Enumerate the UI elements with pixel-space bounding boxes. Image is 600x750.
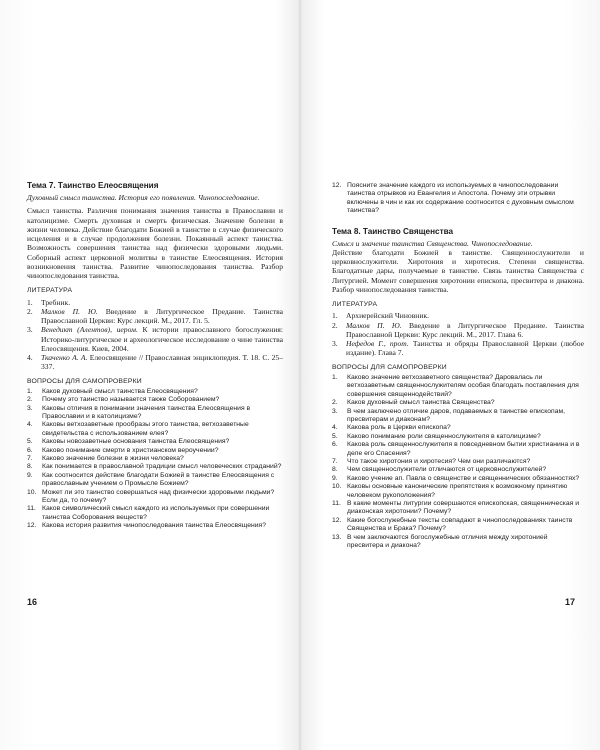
question-item: 3. В чем заключено отличие даров, подаваемых в таинстве епископам, пресвитерам и диаконам? — [332, 407, 566, 423]
literature-list — [332, 311, 584, 357]
topic-body: Смысл таинства. Различия понимания значения таинства в Православии и католицизме. Смерть духовная и смерть физическая. Значение болезни в жизни человека. Действие благодати Божией в таинстве в случае физического исцеления и в случае продолжения болезни. Покаянный аспект таинства. Возможность совершения таинства над физически здоровыми людьми. Соборный аспект церковной молитвы в таинстве Елеосвящения. История возникновения таинства. Развитие чинопоследования таинства. Разбор чинопоследования таинства. — [27, 206, 283, 280]
question-item: 12. Поясните значение каждого из используемых в чинопоследовании таинства отрывков из Евангелия и Апостола. Почему эти отрывки включены в чин и как их содержание соотносится с духовным смыслом таинства? — [332, 182, 574, 215]
question-item: 4. Какова роль в Церкви епископа? — [332, 424, 451, 432]
right-column — [332, 182, 584, 555]
questions-title: ВОПРОСЫ ДЛЯ САМОПРОВЕРКИ — [332, 363, 447, 371]
questions-list — [27, 388, 283, 531]
question-item: 2. Каков духовный смысл таинства Священства? — [332, 399, 495, 407]
question-item: 7. Что такое хиротония и хиротесия? Чем они различаются? — [332, 457, 531, 465]
literature-item: 3. Венедикт (Алентов), иером. К истории православного богослужения: Историко-литургическое и археологическое исследование о чине таинства Елеосвящения. Киев, 2004. — [27, 325, 283, 353]
left-column — [27, 181, 283, 536]
question-item: 5. Каково понимание роли священнослужителя в католицизме? — [332, 432, 541, 440]
topic-heading: Тема 8. Таинство Священства — [332, 226, 454, 236]
question-item: 4. Каковы ветхозаветные прообразы этого таинства, ветхозаветные свидетельства с использованием елея? — [27, 421, 249, 437]
question-item: 9. Как соотносится действие благодати Божией в таинстве Елеосвящения с православным учением о Промысле Божием? — [27, 471, 275, 488]
carry-over-question — [332, 182, 584, 216]
literature-item: 1. Архиерейский Чиновник. — [332, 311, 429, 321]
literature-title: ЛИТЕРАТУРА — [27, 287, 73, 295]
question-item: 1. Каково значение ветхозаветного священства? Даровалась ли ветхозаветным священнослужителям особая благодать поставления для совершения священнодействий? — [332, 373, 579, 398]
question-item: 12. Какие богослужебные тексты совпадают в чинопоследованиях таинств Священства и Брака? Почему? — [332, 516, 573, 533]
page-number: 17 — [565, 597, 576, 607]
literature-item: 2. Малков П. Ю. Введение в Литургическое Предание. Таинства Православной Церкви: Курс лекций. М., 2017. Гл. 5. — [27, 306, 283, 325]
topic-body: Действие благодати Божией в таинстве. Священнослужители и церковнослужители. Хиротония и хиротесия. Степени священства. Благодатные дары, получаемые в таинстве. Связь таинства Священства с Литургией. Момент совершения хиротонии епископа, пресвитера и диакона. Разбор чинопоследования таинства. — [332, 247, 584, 294]
question-item: 7. Каково значение болезни в жизни человека? — [27, 455, 184, 462]
literature-item: 1. Требник. — [27, 297, 71, 307]
question-item: 9. Каково учение ап. Павла о священстве и священнических обязанностях? — [332, 474, 580, 482]
question-item: 10. Каковы основные канонические препятствия к возможному принятию человеком рукоположения? — [332, 483, 568, 499]
right-page — [300, 0, 600, 750]
literature-item: 2. Малков П. Ю. Введение в Литургическое Предание. Таинства Православной Церкви: Курс лекций. М., 2017. Глава 6. — [332, 320, 584, 339]
question-item: 6. Каково понимание смерти в христианском вероучении? — [27, 446, 219, 454]
questions-list — [332, 374, 584, 551]
question-item: 12. Какова история развития чинопоследования таинства Елеосвящения? — [27, 522, 266, 530]
literature-title: ЛИТЕРАТУРА — [332, 301, 378, 309]
topic-subtitle: Смысл и значение таинства Священства. Чинопоследование. — [332, 238, 533, 248]
question-item: 1. Каков духовный смысл таинства Елеосвящения? — [27, 387, 198, 395]
literature-item: 4. Ткаченко А. А. Елеосвящение // Православная энциклопедия. Т. 18. С. 25–337. — [27, 353, 283, 372]
question-item: 8. Чем священнослужители отличаются от церковнослужителей? — [332, 466, 547, 474]
question-item: 8. Как понимается в православной традиции смысл человеческих страданий? — [27, 463, 282, 471]
question-item: 5. Каковы новозаветные основания таинства Елеосвящения? — [27, 438, 230, 446]
question-item: 2. Почему это таинство называется также Соборованием? — [27, 396, 220, 404]
questions-title: ВОПРОСЫ ДЛЯ САМОПРОВЕРКИ — [27, 377, 142, 385]
literature-item: 3. Нефедов Г., прот. Таинства и обряды Православной Церкви (любое издание). Глава 7. — [332, 339, 584, 358]
question-item: 3. Каковы отличия в понимании значения таинства Елеосвящения в Православии и в католицизме? — [27, 404, 251, 420]
question-item: 11. В какие моменты литургии совершаются епископская, священническая и диаконская хиротонии? Почему? — [332, 499, 579, 516]
topic-heading: Тема 7. Таинство Елеосвящения — [27, 181, 159, 190]
literature-list — [27, 298, 283, 372]
page-number: 16 — [27, 597, 38, 607]
question-item: 6. Какова роль священнослужителя в повседневном бытии христианина и в деле его Спасения? — [332, 441, 580, 457]
question-item: 13. В чем заключаются богослужебные отличия между хиротонией пресвитера и диакона? — [332, 533, 548, 549]
question-item: 10. Может ли это таинство совершаться над физически здоровыми людьми? Если да, то почему? — [27, 488, 275, 505]
question-item: 11. Каков символический смысл каждого из используемых при совершении таинства Соборования веществ? — [27, 505, 270, 521]
topic-subtitle: Духовный смысл таинства. История его появления. Чинопоследование. — [27, 193, 260, 202]
